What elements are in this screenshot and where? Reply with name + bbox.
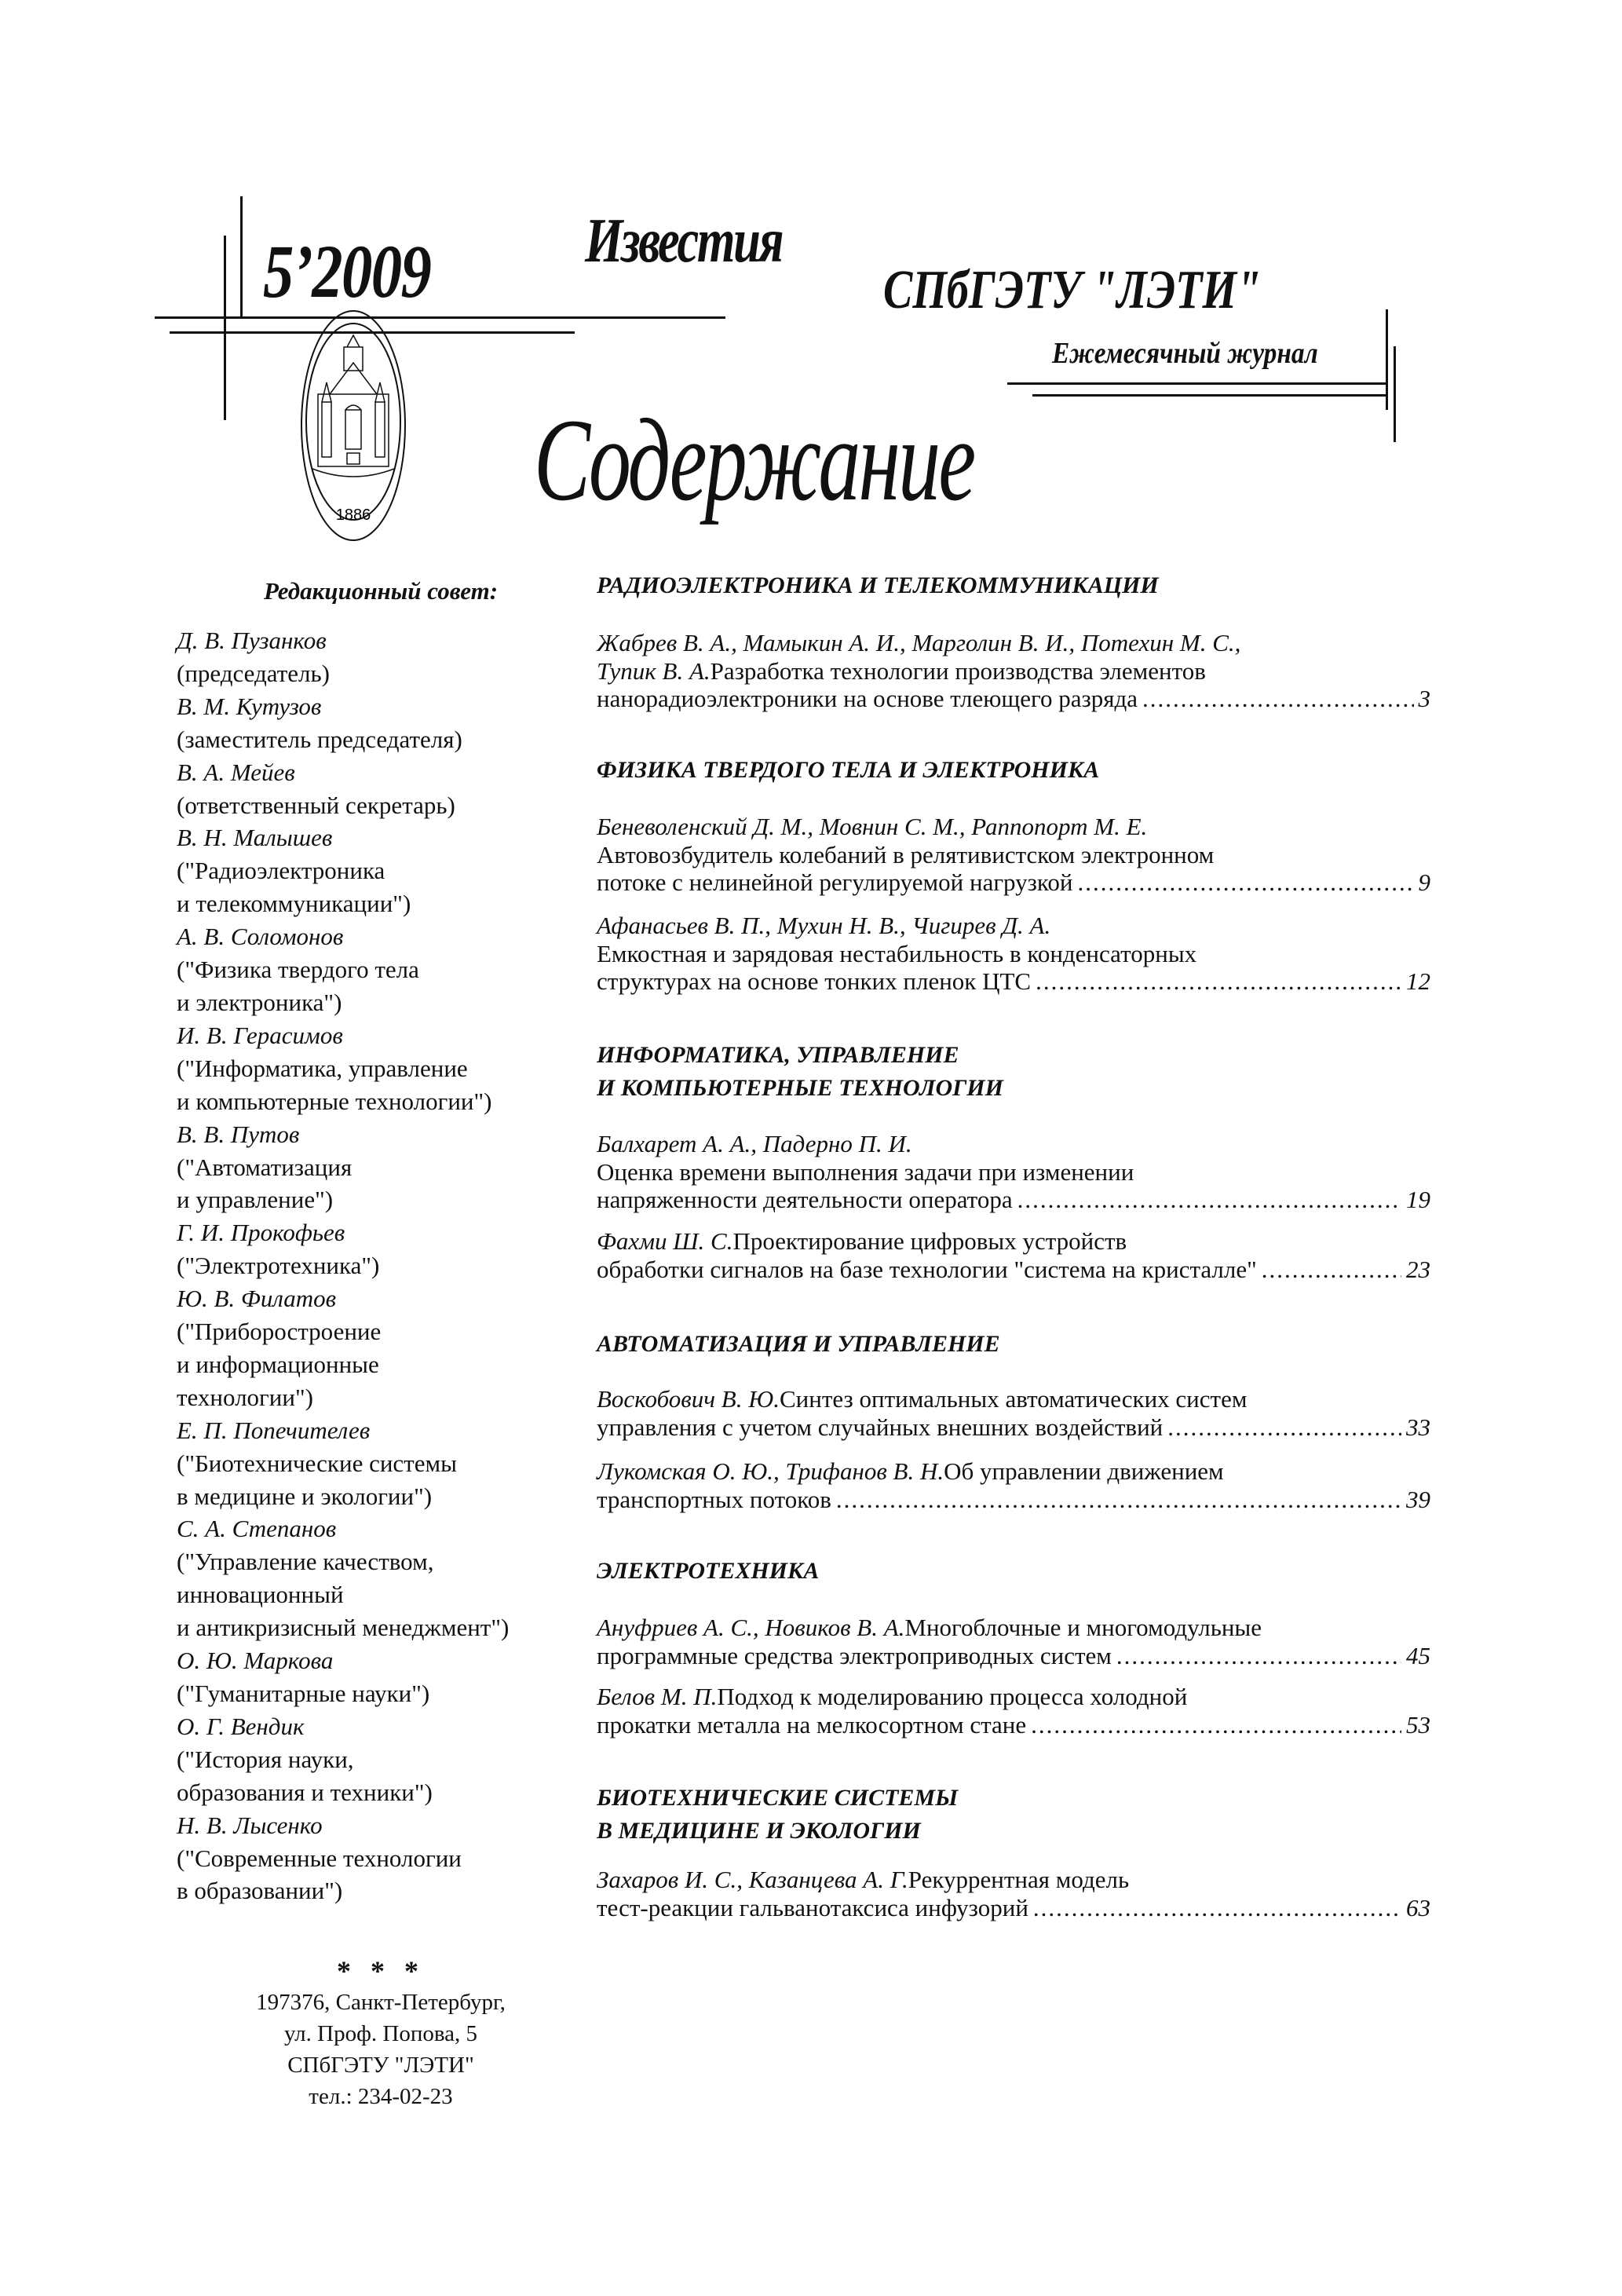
toc-entry-line: [597, 1894, 1430, 1922]
article-title: тест-реакции гальванотаксиса инфузорий: [597, 1893, 1028, 1921]
toc-entry-line: [597, 1413, 1430, 1442]
article-authors: Балхарет А. А., Падерно П. И.: [597, 1130, 912, 1157]
article-title: Автовозбудитель колебаний в релятивистском электронном: [597, 840, 1215, 868]
leader-dots: [1017, 1186, 1401, 1214]
board-member-name: Н. В. Лысенко: [177, 1811, 323, 1839]
section-heading-line: ЭЛЕКТРОТЕХНИКА: [597, 1558, 820, 1584]
toc-entry-line: [597, 1158, 1430, 1186]
page-number: 19: [1406, 1186, 1430, 1213]
page-number: 45: [1406, 1641, 1430, 1669]
article-title: потоке с нелинейной регулируемой нагрузкой: [597, 868, 1073, 896]
article-title: структурах на основе тонких пленок ЦТС: [597, 967, 1032, 995]
board-member-role: ("Физика твердого тела: [177, 956, 419, 984]
toc-entry-line: [597, 813, 1430, 841]
board-member-role: инновационный: [177, 1581, 344, 1609]
board-member-role: и управление"): [177, 1186, 334, 1214]
page-number: 23: [1406, 1255, 1430, 1283]
section-heading-line: ФИЗИКА ТВЕРДОГО ТЕЛА И ЭЛЕКТРОНИКА: [597, 757, 1100, 783]
board-member-role: в медицине и экологии"): [177, 1482, 433, 1510]
board-member-role: (заместитель председателя): [177, 725, 462, 753]
section-heading-line: И КОМПЬЮТЕРНЫЕ ТЕХНОЛОГИИ: [597, 1075, 1003, 1101]
toc-entry-line: [597, 1614, 1430, 1642]
leader-dots: [1116, 1642, 1401, 1670]
rule-horizontal: [155, 316, 725, 319]
article-title: транспортных потоков: [597, 1485, 831, 1513]
board-member-role: технологии"): [177, 1383, 313, 1411]
rule-horizontal: [1032, 394, 1387, 397]
board-member-role: (ответственный секретарь): [177, 791, 455, 819]
leader-dots: [1167, 1413, 1401, 1442]
leader-dots: [1033, 1894, 1401, 1922]
article-title: управления с учетом случайных внешних воздействий: [597, 1413, 1164, 1441]
logo-year: 1886: [335, 506, 371, 524]
toc-entry-line: [597, 1642, 1430, 1670]
board-member-role: ("Управление качеством,: [177, 1548, 434, 1576]
article-authors: Афанасьев В. П., Мухин Н. В., Чигирев Д. А.: [597, 912, 1051, 939]
toc-entry-line: [597, 1683, 1430, 1711]
toc-entry-line: [597, 940, 1430, 968]
board-member-role: и телекоммуникации"): [177, 890, 411, 918]
article-title: Емкостная и зарядовая нестабильность в конденсаторных: [597, 939, 1197, 967]
article-authors: Ануфриев А. С., Новиков В. А.: [597, 1614, 905, 1641]
leader-dots: [836, 1486, 1401, 1514]
toc-entry[interactable]: [597, 1227, 1430, 1283]
board-member-name: В. А. Мейев: [177, 758, 295, 786]
board-member-role: образования и техники"): [177, 1778, 433, 1806]
board-member-role: и информационные: [177, 1350, 379, 1378]
rule-vertical: [240, 196, 243, 318]
leader-dots: [1262, 1256, 1401, 1284]
separator-stars: * * *: [337, 1955, 425, 1987]
toc-entry[interactable]: [597, 1457, 1430, 1513]
toc-entry-line: [597, 1256, 1430, 1284]
article-title: Многоблочные и многомодульные: [904, 1614, 1262, 1641]
rule-vertical: [224, 236, 226, 420]
toc-entry[interactable]: [597, 1614, 1430, 1669]
board-member-role: и электроника"): [177, 988, 342, 1016]
address-line: ул. Проф. Попова, 5: [283, 2021, 478, 2046]
toc-entry-line: [597, 1186, 1430, 1214]
toc-entry-line: [597, 657, 1430, 686]
board-member-name: И. В. Герасимов: [177, 1021, 343, 1049]
page-number: 33: [1406, 1413, 1430, 1441]
board-member-role: ("Современные технологии: [177, 1844, 462, 1872]
university-name: СПбГЭТУ "ЛЭТИ": [883, 260, 1262, 320]
toc-entry-line: [597, 1130, 1430, 1158]
article-authors: Лукомская О. Ю., Трифанов В. Н.: [597, 1457, 944, 1485]
board-member-role: и компьютерные технологии"): [177, 1087, 492, 1115]
board-member-role: в образовании"): [177, 1877, 343, 1905]
article-authors: Воскобович В. Ю.: [597, 1385, 780, 1413]
board-member-name: В. М. Кутузов: [177, 692, 322, 720]
address-line: 197376, Санкт-Петербург,: [256, 1990, 506, 2015]
page-number: 9: [1418, 868, 1430, 896]
rule-vertical: [1394, 346, 1396, 442]
page-number: 63: [1406, 1893, 1430, 1921]
journal-subtitle: Ежемесячный журнал: [1052, 337, 1318, 370]
article-title: Разработка технологии производства элементов: [710, 656, 1206, 685]
university-logo: [298, 308, 408, 543]
board-member-role: и антикризисный менеджмент"): [177, 1614, 510, 1642]
toc-entry-line: [597, 967, 1430, 996]
section-heading-line: БИОТЕХНИЧЕСКИЕ СИСТЕМЫ: [597, 1785, 959, 1811]
article-title: Оценка времени выполнения задачи при изменении: [597, 1157, 1134, 1186]
article-title: нанорадиоэлектроники на основе тлеющего разряда: [597, 685, 1138, 712]
toc-entry[interactable]: [597, 813, 1430, 897]
toc-entry[interactable]: [597, 1683, 1430, 1738]
section-heading-line: В МЕДИЦИНЕ И ЭКОЛОГИИ: [597, 1818, 921, 1844]
address-line: СПбГЭТУ "ЛЭТИ": [287, 2053, 474, 2078]
article-title: Синтез оптимальных автоматических систем: [779, 1385, 1248, 1413]
editorial-board-title: Редакционный совет:: [263, 577, 499, 605]
contents-heading: Содержание: [534, 395, 974, 525]
article-title: Проектирование цифровых устройств: [732, 1227, 1127, 1255]
board-member-name: В. Н. Малышев: [177, 824, 333, 852]
article-authors: Фахми Ш. С.: [597, 1227, 733, 1255]
toc-entry-line: [597, 1711, 1430, 1739]
toc-entry-line: [597, 1486, 1430, 1514]
toc-entry[interactable]: [597, 1866, 1430, 1921]
toc-entry[interactable]: [597, 629, 1430, 713]
section-heading: [597, 754, 1430, 787]
board-member-name: Г. И. Прокофьев: [177, 1219, 345, 1247]
article-authors: Жабрев В. А., Мамыкин А. И., Марголин В. И., Потехин М. С.,: [597, 629, 1241, 656]
section-heading-line: АВТОМАТИЗАЦИЯ И УПРАВЛЕНИЕ: [597, 1331, 1000, 1357]
issue-number: 5’2009: [263, 229, 431, 313]
article-title: обработки сигналов на базе технологии "система на кристалле": [597, 1255, 1257, 1283]
board-member-name: С. А. Степанов: [177, 1515, 337, 1543]
board-member-role: ("Биотехнические системы: [177, 1449, 457, 1477]
toc-entry[interactable]: [597, 1385, 1430, 1441]
leader-dots: [1142, 685, 1413, 713]
toc-entry-line: [597, 912, 1430, 940]
board-member-name: О. Г. Вендик: [177, 1712, 305, 1740]
leader-dots: [1036, 967, 1401, 996]
article-authors: Захаров И. С., Казанцева А. Г.: [597, 1866, 908, 1893]
leader-dots: [1077, 868, 1413, 897]
section-heading: [597, 1039, 1430, 1105]
section-heading-line: ИНФОРМАТИКА, УПРАВЛЕНИЕ: [597, 1042, 959, 1068]
board-member-role: ("История науки,: [177, 1745, 354, 1773]
section-heading: [597, 569, 1430, 602]
page-number: 39: [1406, 1485, 1430, 1513]
board-member-role: ("Автоматизация: [177, 1153, 353, 1181]
section-heading-line: РАДИОЭЛЕКТРОНИКА И ТЕЛЕКОММУНИКАЦИИ: [597, 572, 1159, 598]
board-member-name: Д. В. Пузанков: [177, 627, 327, 654]
section-heading: [597, 1782, 1430, 1848]
board-member-role: (председатель): [177, 659, 330, 687]
article-title: Рекуррентная модель: [908, 1866, 1130, 1893]
page-number: 12: [1406, 967, 1430, 995]
leader-dots: [1031, 1711, 1401, 1739]
toc-entry-line: [597, 1457, 1430, 1486]
rule-vertical: [1386, 309, 1388, 410]
board-member-role: ("Приборостроение: [177, 1318, 382, 1346]
toc-entry-line: [597, 1227, 1430, 1256]
section-heading: [597, 1555, 1430, 1588]
address-block: [177, 1955, 585, 2112]
page-number: 3: [1418, 685, 1430, 712]
toc-entry-line: [597, 841, 1430, 869]
article-title: Об управлении движением: [944, 1457, 1224, 1485]
article-authors: Белов М. П.: [597, 1683, 718, 1710]
toc-entry[interactable]: [597, 1130, 1430, 1214]
board-member-role: ("Информатика, управление: [177, 1054, 468, 1082]
article-title: программные средства электроприводных систем: [597, 1641, 1112, 1669]
article-title: напряженности деятельности оператора: [597, 1186, 1013, 1213]
section-heading: [597, 1328, 1430, 1361]
article-title: прокатки металла на мелкосортном стане: [597, 1710, 1027, 1738]
board-member-name: О. Ю. Маркова: [177, 1647, 334, 1675]
board-member-name: Е. П. Попечителев: [177, 1416, 371, 1444]
board-member-role: ("Гуманитарные науки"): [177, 1680, 430, 1707]
article-title: Подход к моделированию процесса холодной: [717, 1683, 1188, 1710]
toc-entry-line: [597, 1385, 1430, 1413]
toc-entry-line: [597, 685, 1430, 713]
board-member-name: А. В. Соломонов: [177, 923, 344, 951]
address-line: тел.: 234-02-23: [309, 2084, 453, 2109]
page-number: 53: [1406, 1710, 1430, 1738]
board-member-name: Ю. В. Филатов: [177, 1285, 337, 1313]
toc-entry-line: [597, 629, 1430, 657]
toc-entry-line: [597, 1866, 1430, 1894]
editorial-board-list: [177, 624, 585, 1907]
toc-entry[interactable]: [597, 912, 1430, 996]
article-authors: Беневоленский Д. М., Мовнин С. М., Раппопорт М. Е.: [597, 813, 1148, 840]
board-member-role: ("Радиоэлектроника: [177, 857, 385, 885]
board-member-name: В. В. Путов: [177, 1120, 300, 1148]
toc-entry-line: [597, 868, 1430, 897]
rule-horizontal: [1007, 382, 1386, 385]
article-authors: Тупик В. А.: [597, 656, 711, 685]
journal-title: Известия: [585, 207, 783, 276]
board-member-role: ("Электротехника"): [177, 1252, 380, 1280]
